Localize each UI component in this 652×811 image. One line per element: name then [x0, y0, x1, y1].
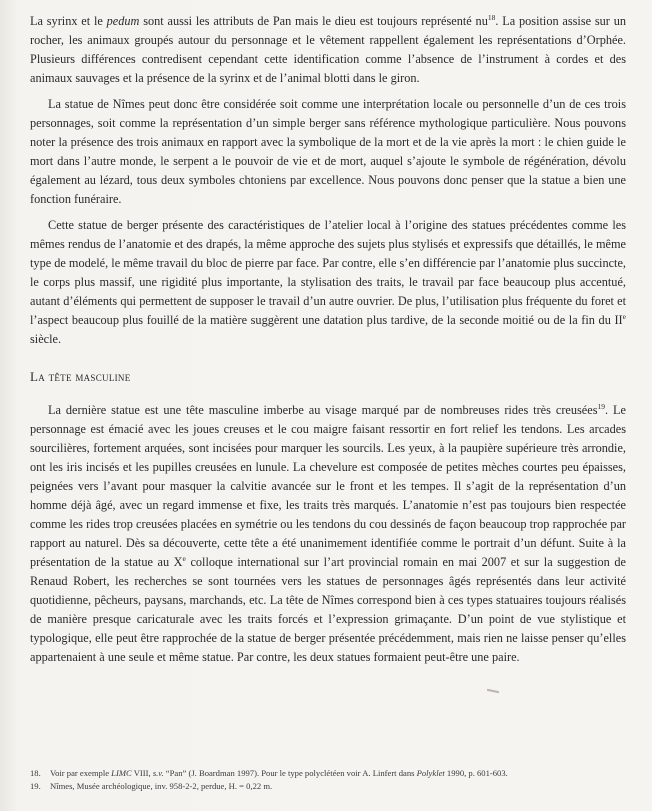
- footnote: [30, 767, 626, 780]
- paragraph: [30, 95, 626, 209]
- text-run: . La position assise sur un rocher, les animaux groupés autour du personnage et le vêtement rappellent également les représentations d’Orphée. Plusieurs différences contredisent cependant cette identification comme l’absence de l’instrument à cordes et des animaux sauvages et la présence de la syrinx et de l’animal blotti dans le giron.: [30, 14, 626, 85]
- text-run: La syrinx et le: [30, 14, 107, 28]
- footnote-number: 18.: [30, 768, 41, 778]
- italic-text: LIMC: [111, 768, 132, 778]
- paragraph: [30, 216, 626, 349]
- note-marker: e: [622, 311, 626, 321]
- text-run: Nîmes, Musée archéologique, inv. 958-2-2, perdue, H. = 0,22 m.: [50, 781, 273, 791]
- footnote-text: [50, 767, 626, 780]
- text-run: colloque international sur l’art provincial romain en mai 2007 et sur la suggestion de Renaud Robert, les recherches se sont tournées vers les statues de personnages âgés représentés dans leur activité quotidienne, pêcheurs, paysans, marchands, etc. La tête de Nîmes correspond bien à ces types statuaires toujours réalisés de manière presque caricaturale avec les traits forcés et l’expression grimaçante. D’un point de vue stylistique et typologique, elle peut être rapprochée de la statue de berger présentée précédemment, mais rien ne laisse penser qu’elles appartenaient à une seule et même statue. Par contre, les deux statues formaient peut-être une paire.: [30, 555, 626, 664]
- scan-mark: [487, 689, 499, 693]
- text-run: VIII,: [131, 768, 153, 778]
- italic-text: pedum: [106, 14, 140, 28]
- footnote-number: 19.: [30, 781, 41, 791]
- text-run: siècle.: [30, 332, 62, 346]
- text-run: La statue de Nîmes peut donc être considérée soit comme une interprétation locale ou personnelle d’un de ces trois personnages, soit comme la représentation d’un simple berger sans référence mythologique particulière. Nous pouvons noter la présence des trois animaux en rapport avec la symbolique de la mort et de la vie après la mort : le chien guide le mort dans l’autre monde, le serpent a le pouvoir de vie et de mort, auquel s’ajoute le symbole de régénération, dévolu également au lézard, tous deux symboles chtoniens par excellence. Nous pouvons donc penser que la statue a bien une fonction funéraire.: [30, 97, 626, 206]
- italic-text: s.v.: [152, 768, 164, 778]
- footnote: [30, 780, 626, 793]
- text-run: La dernière statue est une tête masculine imberbe au visage marqué par de nombreuses rides très creusées: [48, 403, 598, 417]
- footnotes: [30, 767, 626, 793]
- note-marker: e: [182, 553, 186, 563]
- footnote-text: [50, 780, 626, 793]
- text-run: Le personnage est émacié avec les joues creuses et le cou maigre faisant ressortir en fort relief les tendons. Les arcades sourcilières, fortement arquées, sont incisées pour marquer les sourcils. Les yeux, à la paupière supérieure très arrondie, ont les iris incisés et les pupilles creusées en lunule. La chevelure est composée de petites mèches courtes peu épaisses, peignées vers l’avant pour masquer la calvitie avancée sur le front et les tempes. Il s’agit de la représentation d’un homme déjà âgé, avec un regard immense et fixe, les traits très marqués. L’anatomie n’est pas toujours bien respectée comme les rides trop creusées placées en symétrie ou les tendons du cou dessinés de façon beaucoup trop rapprochée par rapport au naturel. Dès sa découverte, cette tête a été unanimement identifiée comme le portrait d’un défunt. Suite à la présentation de la statue au X: [30, 403, 627, 569]
- paragraph: [30, 12, 626, 88]
- intro-paragraphs: [30, 12, 626, 349]
- note-marker: 19: [597, 401, 606, 411]
- text-run: 1990, p. 601-603.: [444, 768, 508, 778]
- note-marker: 18: [487, 12, 496, 22]
- section-paragraphs: [30, 401, 626, 667]
- italic-text: Polyklet: [416, 768, 445, 778]
- text-run: sont aussi les attributs de Pan mais le dieu est toujours représenté nu: [139, 14, 488, 28]
- section-heading: La tête masculine: [30, 369, 131, 384]
- paragraph: [30, 401, 626, 667]
- text-run: “Pan” (J. Boardman 1997). Pour le type polyclétéen voir A. Linfert dans: [163, 768, 417, 778]
- text-run: Voir par exemple: [50, 768, 112, 778]
- text-run: .: [605, 403, 609, 417]
- text-run: Cette statue de berger présente des caractéristiques de l’atelier local à l’origine des statues précédentes comme les mêmes rendus de l’anatomie et des drapés, la même approche des sujets plus stylisés et expressifs que détaillés, le même type de modelé, le même travail du bloc de pierre par face. Par contre, elle s’en différencie par l’anatomie plus succincte, le corps plus massif, une rigidité plus importante, la stylisation des traits, le travail par face beaucoup plus accentué, autant d’éléments qui permettent de supposer le travail d’un autre ouvrier. De plus, l’utilisation plus fréquente du foret et l’aspect beaucoup plus fouillé de la matière suggèrent une datation plus tardive, de la seconde moitié ou de la fin du II: [30, 218, 626, 327]
